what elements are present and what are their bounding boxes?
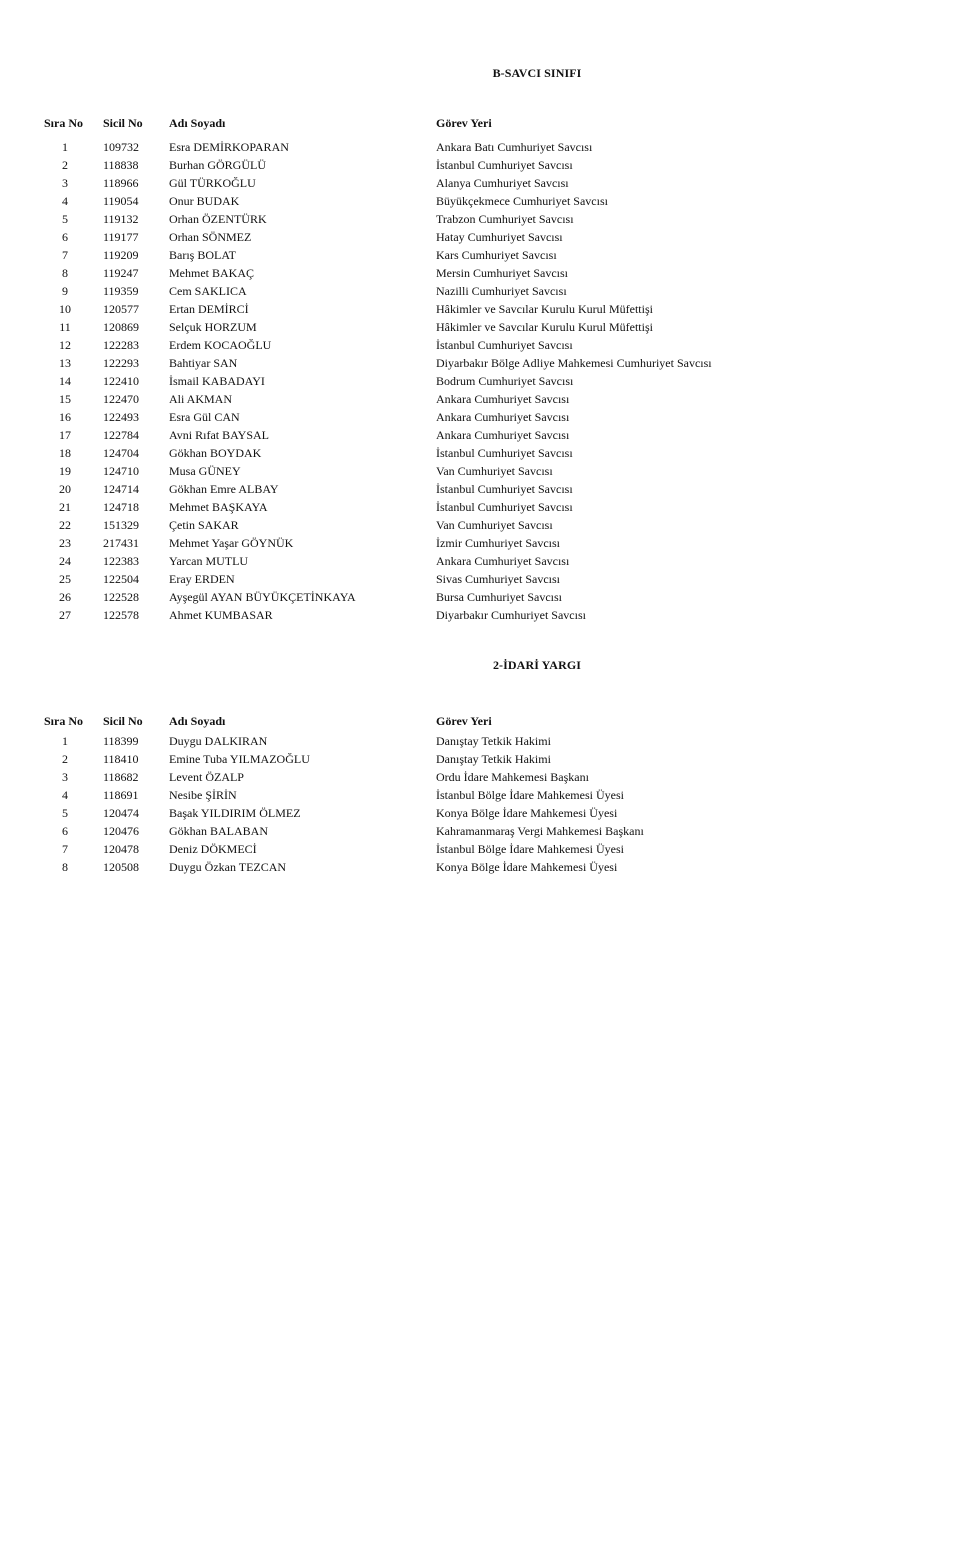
row-sicil-no: 122493 (103, 410, 139, 424)
row-sicil-no: 118691 (103, 788, 139, 802)
row-adi-soyadi: Selçuk HORZUM (169, 320, 257, 334)
header-gorev-yeri: Görev Yeri (436, 714, 492, 728)
table-row (0, 282, 960, 300)
row-sicil-no: 120474 (103, 806, 139, 820)
row-sicil-no: 118399 (103, 734, 139, 748)
row-adi-soyadi: Gökhan BOYDAK (169, 446, 262, 460)
table-row (0, 588, 960, 606)
table-row (0, 354, 960, 372)
row-gorev-yeri: Hatay Cumhuriyet Savcısı (436, 230, 563, 244)
table-row (0, 300, 960, 318)
row-gorev-yeri: Ordu İdare Mahkemesi Başkanı (436, 770, 589, 784)
row-sira-no: 2 (62, 752, 68, 766)
savci-table (0, 114, 960, 624)
row-sira-no: 7 (62, 842, 68, 856)
row-sira-no: 21 (59, 500, 71, 514)
row-gorev-yeri: Kahramanmaraş Vergi Mahkemesi Başkanı (436, 824, 644, 838)
row-sira-no: 10 (59, 302, 71, 316)
row-sicil-no: 118838 (103, 158, 139, 172)
row-adi-soyadi: Ali AKMAN (169, 392, 233, 406)
row-gorev-yeri: İstanbul Bölge İdare Mahkemesi Üyesi (436, 788, 624, 802)
row-gorev-yeri: Bodrum Cumhuriyet Savcısı (436, 374, 574, 388)
row-gorev-yeri: Danıştay Tetkik Hakimi (436, 734, 551, 748)
row-gorev-yeri: Ankara Batı Cumhuriyet Savcısı (436, 140, 593, 154)
row-sicil-no: 120577 (103, 302, 139, 316)
row-sicil-no: 118410 (103, 752, 139, 766)
row-sicil-no: 122283 (103, 338, 139, 352)
table-row (0, 840, 960, 858)
row-gorev-yeri: Diyarbakır Bölge Adliye Mahkemesi Cumhuriyet Savcısı (436, 356, 712, 370)
row-gorev-yeri: Alanya Cumhuriyet Savcısı (436, 176, 569, 190)
row-gorev-yeri: Diyarbakır Cumhuriyet Savcısı (436, 608, 586, 622)
row-sira-no: 17 (59, 428, 71, 442)
table-row (0, 732, 960, 750)
row-gorev-yeri: Danıştay Tetkik Hakimi (436, 752, 551, 766)
row-adi-soyadi: Barış BOLAT (169, 248, 236, 262)
row-adi-soyadi: Gökhan Emre ALBAY (169, 482, 279, 496)
header-sicil-no: Sicil No (103, 714, 143, 728)
row-sicil-no: 122784 (103, 428, 139, 442)
row-sicil-no: 122470 (103, 392, 139, 406)
table-row (0, 246, 960, 264)
row-sicil-no: 119054 (103, 194, 139, 208)
row-gorev-yeri: Büyükçekmece Cumhuriyet Savcısı (436, 194, 608, 208)
row-gorev-yeri: Hâkimler ve Savcılar Kurulu Kurul Müfettişi (436, 302, 653, 316)
row-sicil-no: 217431 (103, 536, 139, 550)
row-sira-no: 9 (62, 284, 68, 298)
row-gorev-yeri: İstanbul Cumhuriyet Savcısı (436, 158, 573, 172)
table-row (0, 426, 960, 444)
row-adi-soyadi: Mehmet BAŞKAYA (169, 500, 268, 514)
row-gorev-yeri: Ankara Cumhuriyet Savcısı (436, 554, 570, 568)
header-sira-no: Sıra No (44, 714, 83, 728)
row-sicil-no: 119132 (103, 212, 139, 226)
row-adi-soyadi: Orhan SÖNMEZ (169, 230, 252, 244)
table-row (0, 210, 960, 228)
row-sira-no: 4 (62, 194, 68, 208)
row-sira-no: 3 (62, 176, 68, 190)
table-row (0, 858, 960, 876)
header-sira-no: Sıra No (44, 116, 83, 130)
row-sicil-no: 119247 (103, 266, 139, 280)
row-adi-soyadi: Bahtiyar SAN (169, 356, 238, 370)
row-gorev-yeri: Van Cumhuriyet Savcısı (436, 518, 553, 532)
row-sira-no: 11 (59, 320, 71, 334)
table-row (0, 498, 960, 516)
row-adi-soyadi: Duygu Özkan TEZCAN (169, 860, 287, 874)
row-adi-soyadi: Nesibe ŞİRİN (169, 788, 237, 802)
table-row (0, 804, 960, 822)
table-row (0, 786, 960, 804)
table-row (0, 192, 960, 210)
row-adi-soyadi: Erdem KOCAOĞLU (169, 338, 272, 352)
row-gorev-yeri: İstanbul Cumhuriyet Savcısı (436, 338, 573, 352)
row-sira-no: 15 (59, 392, 71, 406)
row-sicil-no: 122578 (103, 608, 139, 622)
row-adi-soyadi: Mehmet BAKAÇ (169, 266, 254, 280)
row-gorev-yeri: İzmir Cumhuriyet Savcısı (436, 536, 560, 550)
table-row (0, 138, 960, 156)
row-sira-no: 6 (62, 230, 68, 244)
row-sira-no: 7 (62, 248, 68, 262)
row-sicil-no: 109732 (103, 140, 139, 154)
row-gorev-yeri: Kars Cumhuriyet Savcısı (436, 248, 557, 262)
row-adi-soyadi: Başak YILDIRIM ÖLMEZ (169, 806, 301, 820)
table-row (0, 822, 960, 840)
row-gorev-yeri: Ankara Cumhuriyet Savcısı (436, 410, 570, 424)
table-row (0, 462, 960, 480)
row-sira-no: 1 (62, 140, 68, 154)
row-sicil-no: 124710 (103, 464, 139, 478)
row-adi-soyadi: Gül TÜRKOĞLU (169, 176, 256, 190)
table-row (0, 174, 960, 192)
table-header-row (0, 114, 960, 134)
row-sicil-no: 119209 (103, 248, 139, 262)
table-row (0, 606, 960, 624)
row-sira-no: 8 (62, 860, 68, 874)
row-sira-no: 25 (59, 572, 71, 586)
row-gorev-yeri: İstanbul Cumhuriyet Savcısı (436, 482, 573, 496)
row-sicil-no: 119359 (103, 284, 139, 298)
row-sira-no: 22 (59, 518, 71, 532)
row-sira-no: 23 (59, 536, 71, 550)
table-row (0, 480, 960, 498)
section-title-savci: B-SAVCI SINIFI (492, 66, 582, 80)
idari-table (0, 712, 960, 876)
row-adi-soyadi: İsmail KABADAYI (169, 374, 265, 388)
row-sicil-no: 122410 (103, 374, 139, 388)
section-title-idari: 2-İDARİ YARGI (492, 658, 582, 672)
row-sicil-no: 124704 (103, 446, 139, 460)
row-sira-no: 26 (59, 590, 71, 604)
row-sira-no: 24 (59, 554, 71, 568)
row-sira-no: 19 (59, 464, 71, 478)
table-row (0, 390, 960, 408)
table-row (0, 156, 960, 174)
row-sira-no: 6 (62, 824, 68, 838)
table-row (0, 750, 960, 768)
row-adi-soyadi: Burhan GÖRGÜLÜ (169, 158, 266, 172)
idari-rows (0, 732, 960, 876)
row-sira-no: 3 (62, 770, 68, 784)
row-gorev-yeri: Sivas Cumhuriyet Savcısı (436, 572, 560, 586)
header-gorev-yeri: Görev Yeri (436, 116, 492, 130)
row-sira-no: 16 (59, 410, 71, 424)
row-sicil-no: 120478 (103, 842, 139, 856)
row-gorev-yeri: Konya Bölge İdare Mahkemesi Üyesi (436, 806, 618, 820)
row-gorev-yeri: İstanbul Bölge İdare Mahkemesi Üyesi (436, 842, 624, 856)
row-adi-soyadi: Gökhan BALABAN (169, 824, 268, 838)
table-row (0, 336, 960, 354)
row-adi-soyadi: Orhan ÖZENTÜRK (169, 212, 267, 226)
table-row (0, 534, 960, 552)
table-row (0, 768, 960, 786)
row-sira-no: 20 (59, 482, 71, 496)
row-sira-no: 14 (59, 374, 71, 388)
table-row (0, 408, 960, 426)
row-gorev-yeri: Hâkimler ve Savcılar Kurulu Kurul Müfettişi (436, 320, 653, 334)
row-adi-soyadi: Deniz DÖKMECİ (169, 842, 257, 856)
row-adi-soyadi: Duygu DALKIRAN (169, 734, 268, 748)
row-gorev-yeri: Trabzon Cumhuriyet Savcısı (436, 212, 574, 226)
row-gorev-yeri: Ankara Cumhuriyet Savcısı (436, 428, 570, 442)
row-sicil-no: 122383 (103, 554, 139, 568)
row-sicil-no: 120508 (103, 860, 139, 874)
row-sira-no: 4 (62, 788, 68, 802)
row-sicil-no: 122504 (103, 572, 139, 586)
row-adi-soyadi: Esra DEMİRKOPARAN (169, 140, 289, 154)
header-adi-soyadi: Adı Soyadı (169, 714, 226, 728)
row-adi-soyadi: Mehmet Yaşar GÖYNÜK (169, 536, 294, 550)
header-adi-soyadi: Adı Soyadı (169, 116, 226, 130)
table-row (0, 318, 960, 336)
table-row (0, 552, 960, 570)
row-sicil-no: 120869 (103, 320, 139, 334)
table-row (0, 516, 960, 534)
row-sira-no: 2 (62, 158, 68, 172)
savci-rows (0, 134, 960, 624)
row-adi-soyadi: Eray ERDEN (169, 572, 235, 586)
row-gorev-yeri: İstanbul Cumhuriyet Savcısı (436, 500, 573, 514)
row-adi-soyadi: Ayşegül AYAN BÜYÜKÇETİNKAYA (169, 590, 356, 604)
row-sicil-no: 120476 (103, 824, 139, 838)
row-sicil-no: 119177 (103, 230, 139, 244)
row-gorev-yeri: Van Cumhuriyet Savcısı (436, 464, 553, 478)
row-gorev-yeri: Konya Bölge İdare Mahkemesi Üyesi (436, 860, 618, 874)
row-adi-soyadi: Musa GÜNEY (169, 464, 241, 478)
row-adi-soyadi: Emine Tuba YILMAZOĞLU (169, 752, 310, 766)
row-adi-soyadi: Levent ÖZALP (169, 770, 244, 784)
table-row (0, 444, 960, 462)
row-adi-soyadi: Avni Rıfat BAYSAL (169, 428, 270, 442)
row-sicil-no: 118682 (103, 770, 139, 784)
row-gorev-yeri: Nazilli Cumhuriyet Savcısı (436, 284, 567, 298)
row-sicil-no: 118966 (103, 176, 139, 190)
row-gorev-yeri: İstanbul Cumhuriyet Savcısı (436, 446, 573, 460)
row-sicil-no: 124718 (103, 500, 139, 514)
row-sira-no: 5 (62, 212, 68, 226)
row-adi-soyadi: Yarcan MUTLU (169, 554, 249, 568)
row-adi-soyadi: Ahmet KUMBASAR (169, 608, 273, 622)
row-sicil-no: 122528 (103, 590, 139, 604)
row-gorev-yeri: Bursa Cumhuriyet Savcısı (436, 590, 562, 604)
row-sira-no: 13 (59, 356, 71, 370)
row-adi-soyadi: Çetin SAKAR (169, 518, 239, 532)
row-sira-no: 12 (59, 338, 71, 352)
row-sira-no: 1 (62, 734, 68, 748)
table-row (0, 264, 960, 282)
row-sira-no: 18 (59, 446, 71, 460)
table-header-row (0, 712, 960, 732)
header-sicil-no: Sicil No (103, 116, 143, 130)
row-adi-soyadi: Esra Gül CAN (169, 410, 240, 424)
row-sira-no: 5 (62, 806, 68, 820)
row-sicil-no: 122293 (103, 356, 139, 370)
table-row (0, 372, 960, 390)
table-row (0, 570, 960, 588)
row-adi-soyadi: Cem SAKLICA (169, 284, 247, 298)
row-gorev-yeri: Ankara Cumhuriyet Savcısı (436, 392, 570, 406)
row-sira-no: 27 (59, 608, 71, 622)
row-gorev-yeri: Mersin Cumhuriyet Savcısı (436, 266, 568, 280)
row-adi-soyadi: Ertan DEMİRCİ (169, 302, 249, 316)
table-row (0, 228, 960, 246)
row-sicil-no: 151329 (103, 518, 139, 532)
row-sicil-no: 124714 (103, 482, 139, 496)
row-adi-soyadi: Onur BUDAK (169, 194, 240, 208)
row-sira-no: 8 (62, 266, 68, 280)
